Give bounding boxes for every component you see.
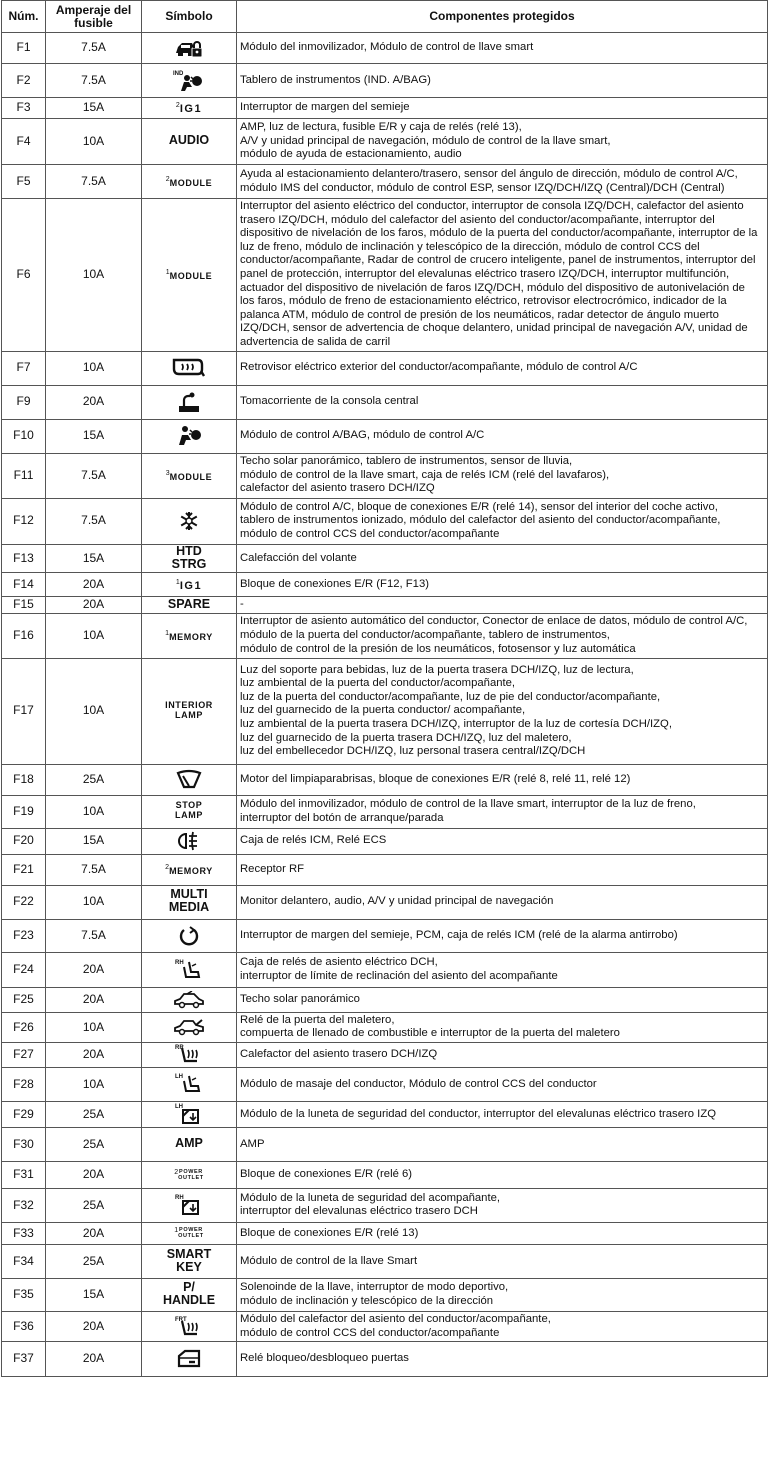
table-row xyxy=(2,919,768,952)
fuse-symbol xyxy=(142,919,237,952)
seat-heater-frt-icon xyxy=(175,1315,203,1339)
table-row xyxy=(2,885,768,919)
symbol-text: INTERIOR LAMP xyxy=(165,699,213,720)
fuse-amperage: 20A xyxy=(46,597,142,614)
symbol-label xyxy=(162,1280,216,1308)
table-header-row xyxy=(2,1,768,33)
seat-lh-icon xyxy=(175,1072,203,1096)
fuse-amperage: 10A xyxy=(46,795,142,828)
fuse-amperage: 20A xyxy=(46,952,142,987)
fuse-number: F3 xyxy=(2,98,46,119)
fuse-table xyxy=(1,0,768,1377)
lock-car-icon xyxy=(174,37,204,59)
fuse-symbol xyxy=(142,764,237,795)
fuse-amperage: 20A xyxy=(46,573,142,597)
table-row xyxy=(2,119,768,165)
fuse-number: F7 xyxy=(2,351,46,385)
protected-components: Techo solar panorámico xyxy=(237,987,768,1012)
fuse-amperage: 7.5A xyxy=(46,498,142,544)
protected-components: Luz del soporte para bebidas, luz de la puerta trasera DCH/IZQ, luz de lectura, luz ambiental de la puerta del conductor/acompañante, luz de la puerta del conductor/acompañante, luz de pie del conductor/acompañante, luz del guarnecido de la puerta conductor/ acompañante, luz ambiental de la puerta trasera DCH/IZQ, interruptor de la luz de cortesía DCH/IZQ, luz del guarnecido de la puerta trasera DCH/IZQ, luz del maletero, luz del embellecedor DCH/IZQ, luz personal trasera central/IZQ/DCH xyxy=(237,658,768,764)
symbol-label xyxy=(165,699,213,721)
protected-components: AMP, luz de lectura, fusible E/R y caja de relés (relé 13), A/V y unidad principal de navegación, módulo de control de la llave smart, módulo de ayuda de estacionamiento, audio xyxy=(237,119,768,165)
symbol-label xyxy=(166,270,213,282)
fuse-symbol xyxy=(142,1222,237,1244)
fuse-number: F36 xyxy=(2,1311,46,1341)
fuse-symbol xyxy=(142,199,237,352)
fuse-symbol xyxy=(142,385,237,419)
fuse-amperage: 20A xyxy=(46,385,142,419)
fuse-amperage: 10A xyxy=(46,885,142,919)
symbol-text: SMART KEY xyxy=(166,1246,212,1274)
symbol-label xyxy=(165,631,213,643)
table-row xyxy=(2,351,768,385)
fuse-number: F12 xyxy=(2,498,46,544)
header-amp: Amperaje del fusible xyxy=(46,1,142,33)
symbol-index: 2 xyxy=(165,864,170,872)
fuse-number: F24 xyxy=(2,952,46,987)
table-row xyxy=(2,1127,768,1161)
symbol-text: POWER OUTLET xyxy=(178,1227,204,1240)
fuse-symbol xyxy=(142,165,237,199)
fuse-symbol xyxy=(142,1188,237,1222)
symbol-label xyxy=(166,177,213,189)
symbol-label xyxy=(166,471,213,483)
fuse-number: F15 xyxy=(2,597,46,614)
fuse-amperage: 25A xyxy=(46,764,142,795)
protected-components: Solenoinde de la llave, interruptor de modo deportivo, módulo de inclinación y telescópico de la dirección xyxy=(237,1278,768,1311)
svg-text:LH: LH xyxy=(175,1074,183,1081)
table-row xyxy=(2,1161,768,1188)
seat-heater-rr-icon xyxy=(175,1043,203,1067)
symbol-text: MULTI MEDIA xyxy=(168,887,210,915)
fuse-number: F19 xyxy=(2,795,46,828)
fuse-symbol xyxy=(142,1311,237,1341)
table-row xyxy=(2,795,768,828)
symbol-index: 1 xyxy=(175,578,180,586)
protected-components: Relé de la puerta del maletero, compuerta de llenado de combustible e interruptor de la puerta del maletero xyxy=(237,1012,768,1042)
svg-text:RH: RH xyxy=(175,1195,184,1202)
fuse-amperage: 25A xyxy=(46,1101,142,1127)
airbag-ind-icon xyxy=(173,69,205,93)
fuse-symbol xyxy=(142,854,237,885)
table-row xyxy=(2,64,768,98)
protected-components: Módulo del inmovilizador, módulo de control de la llave smart, interruptor de la luz de freno, interruptor del botón de arranque/parada xyxy=(237,795,768,828)
protected-components: Interruptor de margen del semieje, PCM, caja de relés ICM (relé de la alarma antirrobo) xyxy=(237,919,768,952)
fuse-symbol xyxy=(142,987,237,1012)
table-row xyxy=(2,1311,768,1341)
fuse-amperage: 7.5A xyxy=(46,854,142,885)
symbol-label xyxy=(175,1138,203,1150)
fuse-symbol xyxy=(142,544,237,573)
fuse-symbol xyxy=(142,1101,237,1127)
protected-components: Bloque de conexiones E/R (relé 13) xyxy=(237,1222,768,1244)
table-row xyxy=(2,199,768,352)
protected-components: Módulo del calefactor del asiento del conductor/acompañante, módulo de control CCS del conductor/acompañante xyxy=(237,1311,768,1341)
fuse-amperage: 15A xyxy=(46,98,142,119)
symbol-label xyxy=(169,135,209,147)
header-components: Componentes protegidos xyxy=(237,1,768,33)
fuse-number: F9 xyxy=(2,385,46,419)
fuse-number: F5 xyxy=(2,165,46,199)
fuse-amperage: 25A xyxy=(46,1244,142,1278)
fuse-amperage: 20A xyxy=(46,1342,142,1377)
window-rh-icon xyxy=(175,1193,203,1217)
fuse-symbol xyxy=(142,1042,237,1067)
symbol-label xyxy=(167,596,211,611)
fuse-number: F11 xyxy=(2,453,46,498)
fuse-amperage: 25A xyxy=(46,1127,142,1161)
symbol-label xyxy=(175,800,203,821)
fuse-symbol xyxy=(142,498,237,544)
sunroof-icon xyxy=(173,991,205,1009)
symbol-index: 1 xyxy=(165,269,170,277)
protected-components: Módulo de control de la llave Smart xyxy=(237,1244,768,1278)
fuse-number: F10 xyxy=(2,419,46,453)
protected-components: Bloque de conexiones E/R (relé 6) xyxy=(237,1161,768,1188)
protected-components: AMP xyxy=(237,1127,768,1161)
fuse-symbol xyxy=(142,573,237,597)
fuse-number: F29 xyxy=(2,1101,46,1127)
symbol-index: 1 xyxy=(174,1227,179,1235)
fuse-amperage: 20A xyxy=(46,987,142,1012)
fuse-symbol xyxy=(142,1244,237,1278)
fuse-amperage: 25A xyxy=(46,1188,142,1222)
svg-text:IND: IND xyxy=(173,70,184,77)
table-row xyxy=(2,385,768,419)
protected-components: Interruptor de margen del semieje xyxy=(237,98,768,119)
fuse-amperage: 10A xyxy=(46,119,142,165)
protected-components: Interruptor del asiento eléctrico del conductor, interruptor de consola IZQ/DCH, calefactor del asiento trasero IZQ/DCH, módulo del calefactor del asiento del conductor/acompañante, interruptor del dispositivo de nivelación de los faros, módulo de la puerta del conductor/acompañante, interruptor de la luz de freno, módulo de inclinación y telescópico de la dirección, módulo de control CCS del conductor/acompañante, Radar de control de crucero inteligente, panel de instrumentos, interruptor del panel de protección, interruptor del elevalunas eléctrico trasero IZQ/DCH, interruptor multifunción, actuador del dispositivo de nivelación de faros IZQ/DCH, módulo del dispositivo de autonivelación de los faros, módulo de freno de estacionamiento eléctrico, retrovisor electrocrómico, indicador de la palanca ATM, módulo de control de presión de los neumáticos, radar detector de ángulo muerto IZQ/DCH, sensor de advertencia de choque delantero, unidad principal de navegación A/V, unidad de advertencia de salida de carril xyxy=(237,199,768,352)
table-row xyxy=(2,828,768,854)
table-row xyxy=(2,1012,768,1042)
fuse-amperage: 15A xyxy=(46,828,142,854)
fuse-number: F35 xyxy=(2,1278,46,1311)
table-row xyxy=(2,165,768,199)
fuse-number: F22 xyxy=(2,885,46,919)
fuse-number: F26 xyxy=(2,1012,46,1042)
protected-components: Caja de relés de asiento eléctrico DCH, interruptor de límite de reclinación del asiento del acompañante xyxy=(237,952,768,987)
fuse-number: F2 xyxy=(2,64,46,98)
fuse-amperage: 10A xyxy=(46,1012,142,1042)
fuse-symbol xyxy=(142,1161,237,1188)
symbol-text: MODULE xyxy=(169,177,213,188)
svg-text:LH: LH xyxy=(175,1104,183,1111)
symbol-index: 1 xyxy=(165,630,170,638)
symbol-text: SPARE xyxy=(167,596,211,611)
symbol-text: MODULE xyxy=(169,270,213,281)
table-row xyxy=(2,1067,768,1101)
fuse-amperage: 15A xyxy=(46,419,142,453)
fuse-symbol xyxy=(142,1127,237,1161)
fuse-number: F18 xyxy=(2,764,46,795)
protected-components: Módulo del inmovilizador, Módulo de control de llave smart xyxy=(237,33,768,64)
table-body xyxy=(2,33,768,1377)
table-row xyxy=(2,1278,768,1311)
fuse-amperage: 20A xyxy=(46,1222,142,1244)
fuse-symbol xyxy=(142,828,237,854)
fuse-number: F23 xyxy=(2,919,46,952)
fuse-amperage: 15A xyxy=(46,1278,142,1311)
table-row xyxy=(2,1101,768,1127)
table-row xyxy=(2,544,768,573)
symbol-label xyxy=(174,1170,204,1182)
table-row xyxy=(2,98,768,119)
symbol-index: 2 xyxy=(175,102,180,110)
fuse-symbol xyxy=(142,351,237,385)
fuse-number: F21 xyxy=(2,854,46,885)
window-lh-icon xyxy=(175,1102,203,1126)
header-num: Núm. xyxy=(2,1,46,33)
table-row xyxy=(2,1342,768,1377)
symbol-label xyxy=(176,103,202,115)
protected-components: Monitor delantero, audio, A/V y unidad principal de navegación xyxy=(237,885,768,919)
fuse-amperage: 20A xyxy=(46,1161,142,1188)
fuse-symbol xyxy=(142,453,237,498)
fuse-amperage: 10A xyxy=(46,1067,142,1101)
protected-components: Interruptor de asiento automático del conductor, Conector de enlace de datos, módulo de control A/C, módulo de la puerta del conductor/acompañante, tablero de instrumentos, módulo de control de la presión de los neumáticos, fotosensor y luz automática xyxy=(237,613,768,658)
protected-components: Motor del limpiaparabrisas, bloque de conexiones E/R (relé 8, relé 11, relé 12) xyxy=(237,764,768,795)
table-row xyxy=(2,987,768,1012)
symbol-index: 2 xyxy=(165,175,170,183)
fuse-number: F6 xyxy=(2,199,46,352)
fuse-symbol xyxy=(142,1278,237,1311)
protected-components: Tablero de instrumentos (IND. A/BAG) xyxy=(237,64,768,98)
fuse-symbol xyxy=(142,98,237,119)
airbag-icon xyxy=(175,425,203,447)
symbol-text: STOP LAMP xyxy=(175,800,203,821)
seat-rh-icon xyxy=(175,958,203,982)
protected-components: Tomacorriente de la consola central xyxy=(237,385,768,419)
fuse-number: F33 xyxy=(2,1222,46,1244)
fuse-number: F17 xyxy=(2,658,46,764)
table-row xyxy=(2,498,768,544)
fuse-symbol xyxy=(142,1067,237,1101)
symbol-index: 2 xyxy=(174,1169,179,1177)
fuse-number: F27 xyxy=(2,1042,46,1067)
protected-components: Techo solar panorámico, tablero de instrumentos, sensor de lluvia, módulo de control de la llave smart, caja de relés ICM (relé del lavafaros), calefactor del asiento trasero DCH/IZQ xyxy=(237,453,768,498)
table-row xyxy=(2,597,768,614)
symbol-label xyxy=(168,887,210,915)
fuse-number: F20 xyxy=(2,828,46,854)
symbol-text: P/ HANDLE xyxy=(162,1280,216,1308)
fuse-number: F30 xyxy=(2,1127,46,1161)
symbol-text: AMP xyxy=(175,1136,203,1151)
table-row xyxy=(2,453,768,498)
protected-components: Ayuda al estacionamiento delantero/trasero, sensor del ángulo de dirección, módulo de control A/C, módulo IMS del conductor, módulo de control ESP, sensor IZQ/DCH/IZQ (Central)/DCH (Central) xyxy=(237,165,768,199)
fuse-amperage: 10A xyxy=(46,658,142,764)
symbol-text: HTD STRG xyxy=(171,543,207,571)
protected-components: Caja de relés ICM, Relé ECS xyxy=(237,828,768,854)
symbol-label xyxy=(174,1228,204,1240)
table-row xyxy=(2,1244,768,1278)
door-lock-icon xyxy=(175,1348,203,1370)
table-row xyxy=(2,1188,768,1222)
svg-text:FRT: FRT xyxy=(175,1316,187,1323)
power-outlet-icon xyxy=(176,390,202,414)
symbol-label xyxy=(165,865,213,877)
alarm-loop-icon xyxy=(178,925,200,947)
table-row xyxy=(2,952,768,987)
fuse-number: F16 xyxy=(2,613,46,658)
table-row xyxy=(2,764,768,795)
fuse-symbol xyxy=(142,597,237,614)
fuse-amperage: 7.5A xyxy=(46,64,142,98)
symbol-text: POWER OUTLET xyxy=(178,1168,204,1181)
fuse-amperage: 15A xyxy=(46,544,142,573)
symbol-index: 3 xyxy=(165,469,170,477)
protected-components: Bloque de conexiones E/R (F12, F13) xyxy=(237,573,768,597)
fuse-number: F31 xyxy=(2,1161,46,1188)
trunk-icon xyxy=(173,1018,205,1036)
fuse-amperage: 7.5A xyxy=(46,33,142,64)
rear-fog-icon xyxy=(175,831,203,851)
fuse-number: F34 xyxy=(2,1244,46,1278)
fuse-amperage: 7.5A xyxy=(46,453,142,498)
symbol-text: MEMORY xyxy=(169,631,213,642)
symbol-label xyxy=(171,543,207,571)
fuse-symbol xyxy=(142,64,237,98)
fuse-symbol xyxy=(142,119,237,165)
protected-components: Módulo de control A/BAG, módulo de control A/C xyxy=(237,419,768,453)
fuse-amperage: 20A xyxy=(46,1311,142,1341)
fuse-number: F28 xyxy=(2,1067,46,1101)
table-row xyxy=(2,1222,768,1244)
fuse-symbol xyxy=(142,1012,237,1042)
fuse-symbol xyxy=(142,658,237,764)
table-row xyxy=(2,33,768,64)
table-row xyxy=(2,658,768,764)
fuse-number: F37 xyxy=(2,1342,46,1377)
fuse-symbol xyxy=(142,419,237,453)
protected-components: Retrovisor eléctrico exterior del conductor/acompañante, módulo de control A/C xyxy=(237,351,768,385)
fuse-amperage: 20A xyxy=(46,1042,142,1067)
protected-components: Módulo de la luneta de seguridad del acompañante, interruptor del elevalunas eléctrico trasero DCH xyxy=(237,1188,768,1222)
fuse-symbol xyxy=(142,613,237,658)
table-row xyxy=(2,419,768,453)
protected-components: Módulo de masaje del conductor, Módulo de control CCS del conductor xyxy=(237,1067,768,1101)
wiper-icon xyxy=(175,769,203,791)
symbol-label xyxy=(176,580,202,592)
protected-components: Módulo de control A/C, bloque de conexiones E/R (relé 14), sensor del interior del coche activo, tablero de instrumentos ionizado, módulo del calefactor del asiento del conductor/acompañante, módulo de control CCS del conductor/acompañante xyxy=(237,498,768,544)
fuse-amperage: 7.5A xyxy=(46,165,142,199)
ac-snowflake-icon xyxy=(178,510,200,532)
fuse-number: F13 xyxy=(2,544,46,573)
protected-components: Receptor RF xyxy=(237,854,768,885)
fuse-number: F32 xyxy=(2,1188,46,1222)
fuse-number: F4 xyxy=(2,119,46,165)
protected-components: Módulo de la luneta de seguridad del conductor, interruptor del elevalunas eléctrico trasero IZQ xyxy=(237,1101,768,1127)
symbol-text: IG1 xyxy=(179,103,203,116)
symbol-text: MODULE xyxy=(169,471,213,482)
fuse-number: F1 xyxy=(2,33,46,64)
svg-text:RR: RR xyxy=(175,1044,184,1051)
symbol-text: IG1 xyxy=(179,579,203,592)
protected-components: - xyxy=(237,597,768,614)
table-row xyxy=(2,1042,768,1067)
protected-components: Relé bloqueo/desbloqueo puertas xyxy=(237,1342,768,1377)
symbol-label xyxy=(166,1246,212,1274)
table-row xyxy=(2,573,768,597)
table-row xyxy=(2,854,768,885)
protected-components: Calefactor del asiento trasero DCH/IZQ xyxy=(237,1042,768,1067)
mirror-heater-icon xyxy=(171,357,207,379)
fuse-symbol xyxy=(142,33,237,64)
symbol-text: AUDIO xyxy=(168,133,210,148)
fuse-amperage: 10A xyxy=(46,351,142,385)
svg-text:RH: RH xyxy=(175,959,184,966)
symbol-text: MEMORY xyxy=(169,865,213,876)
header-symbol: Símbolo xyxy=(142,1,237,33)
fuse-amperage: 10A xyxy=(46,199,142,352)
fuse-number: F25 xyxy=(2,987,46,1012)
table-row xyxy=(2,613,768,658)
fuse-number: F14 xyxy=(2,573,46,597)
fuse-amperage: 7.5A xyxy=(46,919,142,952)
fuse-symbol xyxy=(142,952,237,987)
fuse-symbol xyxy=(142,795,237,828)
fuse-amperage: 10A xyxy=(46,613,142,658)
protected-components: Calefacción del volante xyxy=(237,544,768,573)
fuse-symbol xyxy=(142,1342,237,1377)
fuse-symbol xyxy=(142,885,237,919)
